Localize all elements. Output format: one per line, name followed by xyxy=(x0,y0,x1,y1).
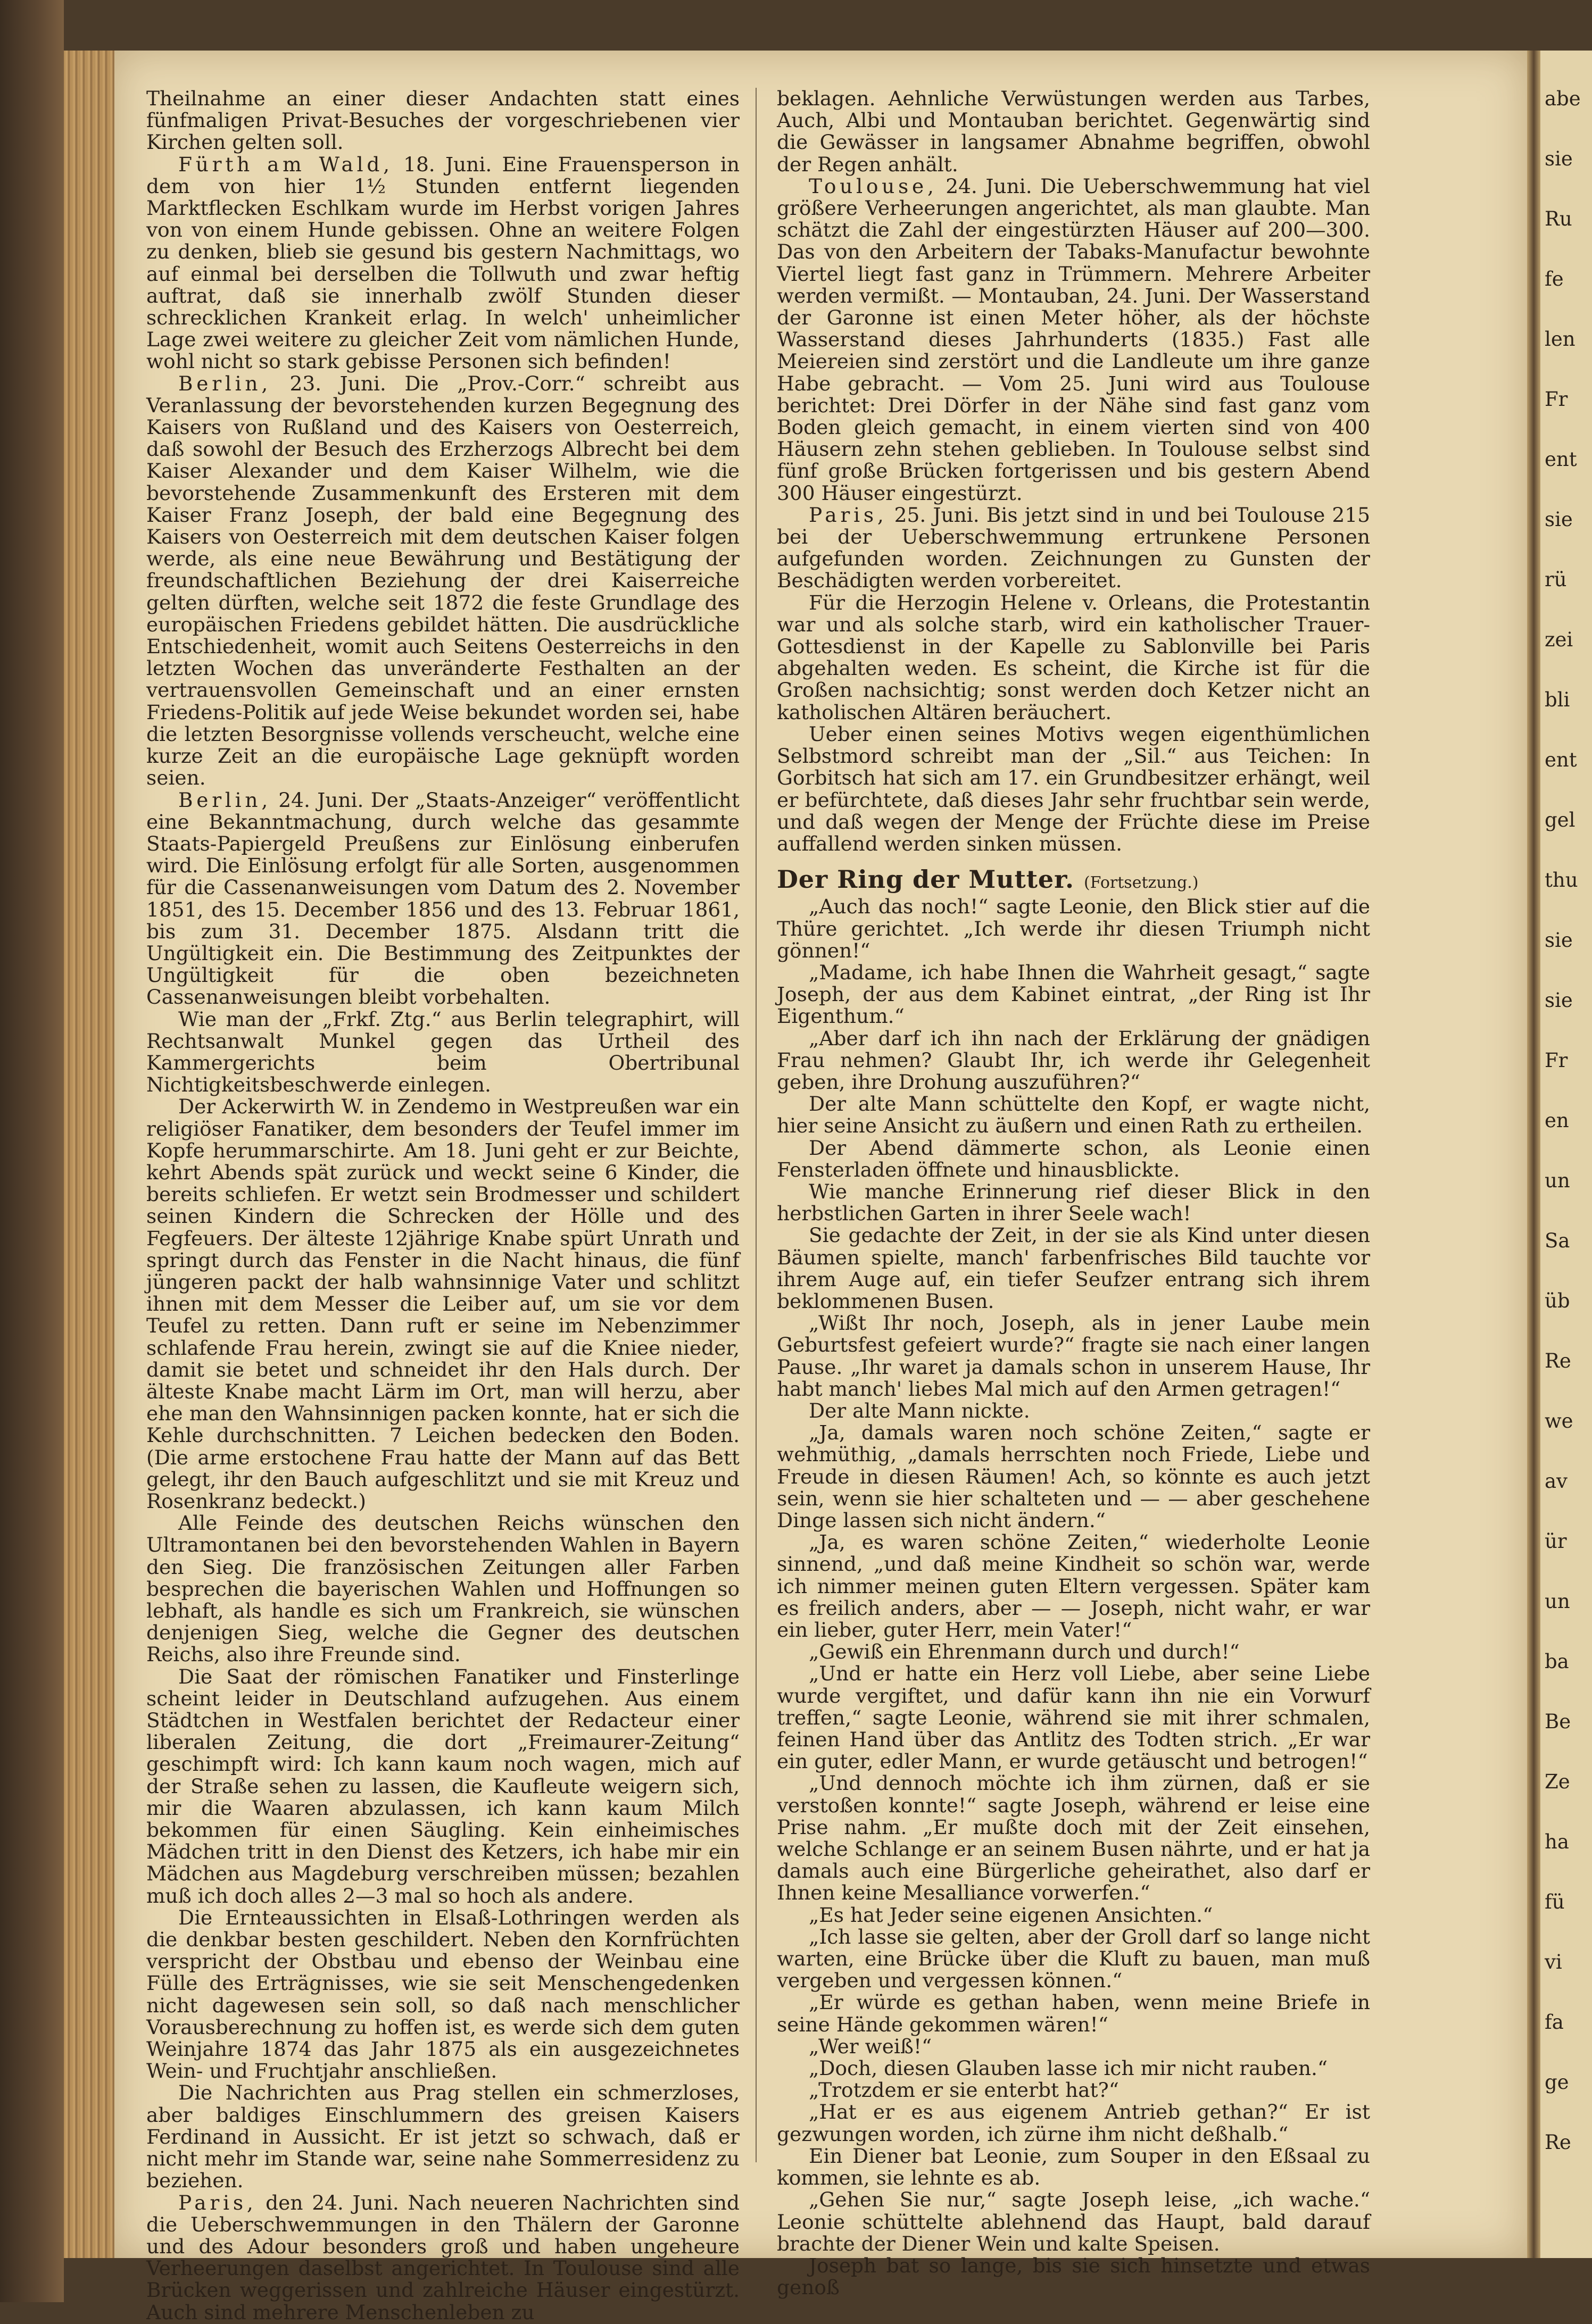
article-paragraph xyxy=(777,896,1370,962)
article-paragraph xyxy=(777,723,1370,855)
article-paragraph xyxy=(777,1663,1370,1772)
paragraph-text: Die Saat der römischen Fanatiker und Finsterlinge scheint leider in Deutschland aufzugehen. Aus einem Städtchen in Westfalen berichtet der Redacteur einer liberalen Zeitung, die dort „Freimaurer-Zeitung“ geschimpft wird: Ich kann kaum noch wagen, mich auf der Straße sehen zu lassen, die Kaufleute weigern sich, mir die Waaren abzulassen, ich kann kaum Milch bekommen für einen Säugling. Kein einheimisches Mädchen tritt in den Dienst des Ketzers, ich habe mir ein Mädchen aus Magdeburg verschreiben müssen; bezahlen muß ich doch alles 2—3 mal so hoch als andere. xyxy=(146,1664,740,1907)
paragraph-text: Der alte Mann nickte. xyxy=(809,1398,1030,1422)
paragraph-text: Die Nachrichten aus Prag stellen ein schmerzloses, aber baldiges Einschlummern des greisen Kaisers Ferdinand in Aussicht. Er ist jetzt so schwach, daß er nicht mehr im Stande war, seine nahe Sommerresidenz zu beziehen. xyxy=(146,2081,740,2193)
facing-page-word-fragment: fa xyxy=(1545,2011,1564,2034)
article-paragraph xyxy=(146,1666,740,1907)
paragraph-text: „Ja, es waren schöne Zeiten,“ wiederholte Leonie sinnend, „und daß meine Kindheit so schön war, werde ich nimmer meinen guten Eltern vergessen. Später kam es freilich anders, aber — — Joseph, nicht wahr, er war ein lieber, guter Herr, mein Vater!“ xyxy=(777,1530,1370,1642)
article-paragraph xyxy=(146,88,740,154)
paragraph-text: Joseph bat so lange, bis sie sich hinsetzte und etwas genoß xyxy=(777,2253,1370,2300)
article-paragraph xyxy=(146,1096,740,1512)
newspaper-page xyxy=(114,51,1527,2324)
article-paragraph xyxy=(777,1028,1370,1094)
article-paragraph xyxy=(777,1422,1370,1531)
facing-page-word-fragment: Ru xyxy=(1545,207,1572,230)
paragraph-text: Der Ackerwirth W. in Zendemo in Westpreußen war ein religiöser Fanatiker, dem besonders der Teufel immer im Kopfe herummarschirte. Am 18. Juni geht er zur Beichte, kehrt Abends spät zurück und weckt seine 6 Kinder, die bereits schliefen. Er wetzt sein Brodmesser und schildert seinen Kindern die Schrecken der Hölle und des Fegfeuers. Der älteste 12jährige Knabe spürt Unrath und springt durch das Fenster in die Nacht hinaus, die fünf jüngeren packt der halb wahnsinnige Vater und schlitzt ihnen mit dem Messer die Leiber auf, um sie vor dem Teufel zu retten. Dann ruft er seine im Nebenzimmer schlafende Frau herein, zwingt sie auf die Kniee nieder, damit sie betet und schneidet ihr den Hals durch. Der älteste Knabe macht Lärm im Ort, man will herzu, aber ehe man den Wahnsinnigen packen konnte, hat er sich die Kehle durchschnitten. 7 Leichen bedecken den Boden. (Die arme erstochene Frau hatte der Mann auf das Bett gelegt, ihr den Bauch aufgeschlitzt und sie mit Kreuz und Rosenkranz bedeckt.) xyxy=(146,1095,740,1513)
facing-page-word-fragment: ent xyxy=(1545,748,1577,771)
article-paragraph xyxy=(146,1009,740,1096)
facing-page-word-fragment: sie xyxy=(1545,929,1573,952)
paragraph-text: den 24. Juni. Nach neueren Nachrichten sind die Ueberschwemmungen in den Thälern der Garonne und des Adour besonders groß und haben ungeheure Verheerungen daselbst angerichtet. In Toulouse sind alle Brücken weggerissen und zahlreiche Häuser eingestürzt. Auch sind mehrere Menschenleben zu xyxy=(146,2190,740,2324)
dateline: Paris, xyxy=(178,2190,257,2214)
paragraph-text: „Madame, ich habe Ihnen die Wahrheit gesagt,“ sagte Joseph, der aus dem Kabinet eintrat, „der Ring ist Ihr Eigenthum.“ xyxy=(777,960,1370,1028)
article-paragraph xyxy=(777,962,1370,1028)
paragraph-text: 23. Juni. Die „Prov.-Corr.“ schreibt aus Veranlassung der bevorstehenden kurzen Begegnung des Kaisers von Rußland und des Kaisers von Oesterreich, daß sowohl der Besuch des Erzherzogs Albrecht bei dem Kaiser Alexander und dem Kaiser Wilhelm, wie die bevorstehende Zusammenkunft des Ersteren mit dem Kaiser Franz Joseph, der bald eine Begegnung des Kaisers von Oesterreich mit dem deutschen Kaiser folgen werde, als eine neue Bewährung und Bestätigung der freundschaftlichen Beziehung der drei Kaiserreiche gelten dürften, welche seit 1872 die feste Grundlage des europäischen Friedens gebildet hätten. Die ausdrückliche Entschiedenheit, womit auch Seitens Oesterreichs in den letzten Wochen das unveränderte Festhalten an der vertrauensvollen Gemeinschaft und an einer ernsten Friedens-Politik auf jede Weise bekundet worden sei, habe die letzten Besorgnisse vollends verscheucht, welche eine kurze Zeit an die europäische Lage geknüpft worden seien. xyxy=(146,371,740,790)
article-paragraph xyxy=(777,1926,1370,1992)
article-paragraph xyxy=(777,1400,1370,1422)
paragraph-text: „Und dennoch möchte ich ihm zürnen, daß er sie verstoßen konnte!“ sagte Joseph, während er leise eine Prise nahm. „Er mußte doch mit der Zeit einsehen, welche Schlange er an seinem Busen nährte, und er hat ja damals auch eine Bürgerliche geheirathet, also darf er Ihnen keine Mesalliance vorwerfen.“ xyxy=(777,1771,1370,1905)
story-title: Der Ring der Mutter. xyxy=(777,865,1074,894)
facing-page-word-fragment: Fr xyxy=(1545,1049,1568,1072)
article-paragraph xyxy=(146,2192,740,2323)
article-paragraph xyxy=(777,1093,1370,1137)
facing-page-word-fragment: sie xyxy=(1545,508,1573,531)
paragraph-text: „Hat er es aus eigenem Antrieb gethan?“ Er ist gezwungen worden, ich zürne ihm nicht deßhalb.“ xyxy=(777,2100,1370,2146)
paragraph-text: „Ja, damals waren noch schöne Zeiten,“ sagte er wehmüthig, „damals herrschten noch Friede, Liebe und Freude in diesen Räumen! Ach, so könnte es auch jetzt sein, wenn sie hier schalteten und — — aber geschehene Dinge lassen sich nicht ändern.“ xyxy=(777,1421,1370,1532)
paragraph-text: Alle Feinde des deutschen Reichs wünschen den Ultramontanen bei den bevorstehenden Wahlen in Bayern den Sieg. Die französischen Zeitungen aller Farben besprechen die bayerischen Wahlen und Hoffnungen so lebhaft, als handle es sich um Frankreich, sie wünschen denjenigen Sieg, welche die Gegner des deutschen Reichs, also ihre Freunde sind. xyxy=(146,1511,740,1667)
article-paragraph xyxy=(777,592,1370,723)
paragraph-text: Wie man der „Frkf. Ztg.“ aus Berlin telegraphirt, will Rechtsanwalt Munkel gegen das Urtheil des Kammergerichts beim Obertribunal Nichtigkeitsbeschwerde einlegen. xyxy=(146,1007,740,1097)
facing-page-word-fragment: gel xyxy=(1545,809,1576,831)
paragraph-text: „Wer weiß!“ xyxy=(809,2034,932,2058)
facing-page-word-fragment: bli xyxy=(1545,688,1570,711)
paragraph-text: Die Ernteaussichten in Elsaß-Lothringen werden als die denkbar besten geschildert. Neben den Kornfrüchten verspricht der Obstbau und ebenso der Weinbau eine Fülle des Erträgnisses, wie sie seit Menschengedenken nicht dagewesen sein soll, so daß nach menschlicher Vorausberechnung zu hoffen ist, es werde sich dem guten Weinjahre 1874 das Jahr 1875 als ein ausgezeichnetes Wein- und Fruchtjahr anschließen. xyxy=(146,1905,740,2083)
article-paragraph xyxy=(146,1907,740,2083)
story-heading xyxy=(777,865,1370,894)
facing-page-word-fragment: Fr xyxy=(1545,388,1568,411)
paragraph-text: „Er würde es gethan haben, wenn meine Briefe in seine Hände gekommen wären!“ xyxy=(777,1990,1370,2036)
article-paragraph xyxy=(777,1531,1370,1641)
paragraph-text: „Doch, diesen Glauben lasse ich mir nicht rauben.“ xyxy=(809,2056,1328,2080)
facing-page-word-fragment: ge xyxy=(1545,2071,1569,2094)
facing-page-word-fragment: av xyxy=(1545,1470,1568,1493)
paragraph-text: „Gewiß ein Ehrenmann durch und durch!“ xyxy=(809,1640,1240,1664)
paragraph-text: 18. Juni. Eine Frauensperson in dem von hier 1½ Stunden entfernt liegenden Marktflecken Eschlkam wurde im Herbst vorigen Jahres von von einem Hunde gebissen. Ohne an weitere Folgen zu denken, blieb sie gesund bis gestern Nachmittags, wo auf einmal bei derselben die Tollwuth und zwar heftig auftrat, daß sie innerhalb zwölf Stunden dieser schrecklichen Krankeit erlag. In welch' unheimlicher Lage zwei weitere zu gleicher Zeit vom nämlichen Hunde, wohl nicht so stark gebisse Personen sich befinden! xyxy=(146,152,740,373)
facing-page-word-fragment: Re xyxy=(1545,2131,1571,2154)
dateline: Toulouse, xyxy=(809,174,938,198)
left-column xyxy=(146,88,740,2323)
book-gutter xyxy=(1527,51,1540,2258)
paragraph-text: „Wißt Ihr noch, Joseph, als in jener Laube mein Geburtsfest gefeiert wurde?“ fragte sie nach einer langen Pause. „Ihr waret ja damals schon in unserem Hause, Ihr habt manch' liebes Mal mich auf den Armen getragen!“ xyxy=(777,1311,1370,1401)
paragraph-text: „Gehen Sie nur,“ sagte Joseph leise, „ich wache.“ Leonie schüttelte ablehnend das Haupt, bald darauf brachte der Diener Wein und kalte Speisen. xyxy=(777,2188,1370,2255)
facing-page-word-fragment: ent xyxy=(1545,448,1577,471)
article-paragraph xyxy=(777,2255,1370,2298)
right-column xyxy=(777,88,1370,2298)
article-paragraph xyxy=(777,1181,1370,1225)
dateline: Fürth am Wald, xyxy=(178,152,393,176)
book-binding-edge xyxy=(0,0,64,2302)
paragraph-text: Wie manche Erinnerung rief dieser Blick in den herbstlichen Garten in ihrer Seele wach! xyxy=(777,1179,1370,1226)
facing-page-word-fragment: abe xyxy=(1545,87,1581,110)
facing-page-word-fragment: rü xyxy=(1545,568,1567,591)
article-paragraph xyxy=(777,2101,1370,2145)
article-paragraph xyxy=(777,1772,1370,1904)
facing-page-word-fragment: len xyxy=(1545,328,1576,351)
article-paragraph xyxy=(777,176,1370,504)
facing-page-word-fragment: Ze xyxy=(1545,1770,1570,1793)
facing-page-word-fragment: ha xyxy=(1545,1830,1569,1853)
paragraph-text: „Es hat Jeder seine eigenen Ansichten.“ xyxy=(809,1903,1213,1927)
paragraph-text: Für die Herzogin Helene v. Orleans, die Protestantin war und als solche starb, wird ein katholischer Trauer-Gottesdienst in der Kapelle zu Sablonville bei Paris abgehalten weden. Es scheint, die Kirche ist für die Großen nachsichtig; sonst werden doch Ketzer nicht an katholischen Altären beräuchert. xyxy=(777,590,1370,724)
facing-page-word-fragment: fü xyxy=(1545,1890,1565,1913)
dateline: Paris, xyxy=(809,503,888,527)
facing-page-word-fragment: en xyxy=(1545,1109,1569,1132)
article-paragraph xyxy=(777,2058,1370,2079)
paragraph-text: 25. Juni. Bis jetzt sind in und bei Toulouse 215 bei der Ueberschwemmung ertrunkene Personen aufgefunden worden. Zeichnungen zu Gunsten der Beschädigten werden vorbereitet. xyxy=(777,503,1370,593)
paragraph-text: Ueber einen seines Motivs wegen eigenthümlichen Selbstmord schreibt man der „Sil.“ aus Teichen: In Gorbitsch hat sich am 17. ein Grundbesitzer erhängt, weil er befürchtete, daß dieses Jahr sehr fruchtbar sein werde, und daß wegen der Menge der Früchte diese im Preise auffallend werden sinken müssen. xyxy=(777,722,1370,855)
paragraph-text: Theilnahme an einer dieser Andachten statt eines fünfmaligen Privat-Besuches der vorgeschriebenen vier Kirchen gelten soll. xyxy=(146,87,740,154)
article-paragraph xyxy=(146,1512,740,1665)
paragraph-text: „Ich lasse sie gelten, aber der Groll darf so lange nicht warten, eine Brücke über die Kluft zu bauen, man muß vergeben und vergessen können.“ xyxy=(777,1925,1370,1993)
article-paragraph xyxy=(777,2145,1370,2189)
facing-page-word-fragment: un xyxy=(1545,1590,1570,1613)
facing-page-word-fragment: sie xyxy=(1545,989,1573,1012)
article-paragraph xyxy=(146,2082,740,2192)
facing-page-word-fragment: thu xyxy=(1545,869,1578,892)
facing-page-edge xyxy=(1540,51,1592,2258)
facing-page-word-fragment: Sa xyxy=(1545,1229,1570,1252)
paragraph-text: Der Abend dämmerte schon, als Leonie einen Fensterladen öffnete und hinausblickte. xyxy=(777,1136,1370,1181)
facing-page-word-fragment: zei xyxy=(1545,628,1573,651)
facing-page-word-fragment: we xyxy=(1545,1410,1573,1432)
paragraph-text: Ein Diener bat Leonie, zum Souper in den Eßsaal zu kommen, sie lehnte es ab. xyxy=(777,2144,1370,2190)
facing-page-word-fragment: un xyxy=(1545,1169,1570,1192)
page-stack-edge xyxy=(64,51,114,2258)
facing-page-word-fragment: üb xyxy=(1545,1289,1570,1312)
facing-page-word-fragment: fe xyxy=(1545,268,1564,290)
article-paragraph xyxy=(777,88,1370,176)
article-paragraph xyxy=(146,373,740,789)
paragraph-text: „Auch das noch!“ sagte Leonie, den Blick stier auf die Thüre gerichtet. „Ich werde ihr diesen Triumph nicht gönnen!“ xyxy=(777,895,1370,962)
article-paragraph xyxy=(777,2079,1370,2101)
article-paragraph xyxy=(777,2036,1370,2058)
paragraph-text: „Und er hatte ein Herz voll Liebe, aber seine Liebe wurde vergiftet, und dafür kann ihn nie ein Vorwurf treffen,“ sagte Leonie, während sie mit ihrer schmalen, feinen Hand über das Antlitz des Todten strich. „Er war ein guter, edler Mann, er wurde getäuscht und betrogen!“ xyxy=(777,1662,1370,1773)
facing-page-word-fragment: vi xyxy=(1545,1951,1562,1973)
paragraph-text: Sie gedachte der Zeit, in der sie als Kind unter diesen Bäumen spielte, manch' farbenfrisches Bild tauchte vor ihrem Auge auf, ein tiefer Seufzer entrang sich ihrem beklommenen Busen. xyxy=(777,1223,1370,1313)
facing-page-word-fragment: sie xyxy=(1545,147,1573,170)
facing-page-word-fragment: ba xyxy=(1545,1650,1569,1673)
paragraph-text: 24. Juni. Die Ueberschwemmung hat viel größere Verheerungen angerichtet, als man glaubte. Man schätzt die Zahl der eingestürzten Häuser auf 200—300. Das von den Arbeitern der Tabaks-Manufactur bewohnte Viertel liegt fast ganz in Trümmern. Mehrere Arbeiter werden vermißt. — Montauban, 24. Juni. Der Wasserstand der Garonne ist einen Meter höher, als der höchste Wasserstand dieses Jahrhunderts (1835.) Fast alle Meiereien sind zerstört und die Landleute um ihre ganze Habe gebracht. — Vom 25. Juni wird aus Toulouse berichtet: Drei Dörfer in der Nähe sind fast ganz vom Boden gleich gemacht, in einem vierten sind von 400 Häusern zehn stehen geblieben. In Toulouse selbst sind fünf große Brücken fortgerissen und bis gestern Abend 300 Häuser eingestürzt. xyxy=(777,174,1370,505)
paragraph-text: „Aber darf ich ihn nach der Erklärung der gnädigen Frau nehmen? Glaubt Ihr, ich werde ihr Gelegenheit geben, ihre Drohung auszuführen?“ xyxy=(777,1026,1370,1094)
paragraph-text: Der alte Mann schüttelte den Kopf, er wagte nicht, hier seine Ansicht zu äußern und einen Rath zu ertheilen. xyxy=(777,1092,1370,1138)
paragraph-text: 24. Juni. Der „Staats-Anzeiger“ veröffentlicht eine Bekanntmachung, durch welche das gesammte Staats-Papiergeld Preußens zur Einlösung einberufen wird. Die Einlösung erfolgt für alle Sorten, ausgenommen für die Cassenanweisungen vom Datum des 2. November 1851, des 15. December 1856 und des 13. Februar 1861, bis zum 31. December 1875. Alsdann tritt die Ungültigkeit ein. Die Bestimmung des Zeitpunktes der Ungültigkeit für die oben bezeichneten Cassenanweisungen bleibt vorbehalten. xyxy=(146,788,740,1009)
article-paragraph xyxy=(777,1312,1370,1400)
paragraph-text: beklagen. Aehnliche Verwüstungen werden aus Tarbes, Auch, Albi und Montauban berichtet. Gegenwärtig sind die Gewässer in langsamer Abnahme begriffen, obwohl der Regen anhält. xyxy=(777,87,1370,176)
article-paragraph xyxy=(146,154,740,373)
article-paragraph xyxy=(777,1992,1370,2035)
story-continuation-note: (Fortsetzung.) xyxy=(1083,873,1199,893)
dateline: Berlin, xyxy=(178,371,271,395)
article-paragraph xyxy=(146,789,740,1009)
dateline: Berlin, xyxy=(178,788,271,812)
article-paragraph xyxy=(777,2189,1370,2255)
article-paragraph xyxy=(777,1137,1370,1181)
facing-page-word-fragment: Re xyxy=(1545,1350,1571,1372)
facing-page-word-fragment: Be xyxy=(1545,1710,1571,1733)
article-paragraph xyxy=(777,1641,1370,1663)
facing-page-word-fragment: ür xyxy=(1545,1530,1567,1553)
article-paragraph xyxy=(777,504,1370,592)
paragraph-text: „Trotzdem er sie enterbt hat?“ xyxy=(809,2078,1119,2102)
column-divider xyxy=(756,88,757,2162)
article-paragraph xyxy=(777,1904,1370,1926)
article-paragraph xyxy=(777,1225,1370,1312)
